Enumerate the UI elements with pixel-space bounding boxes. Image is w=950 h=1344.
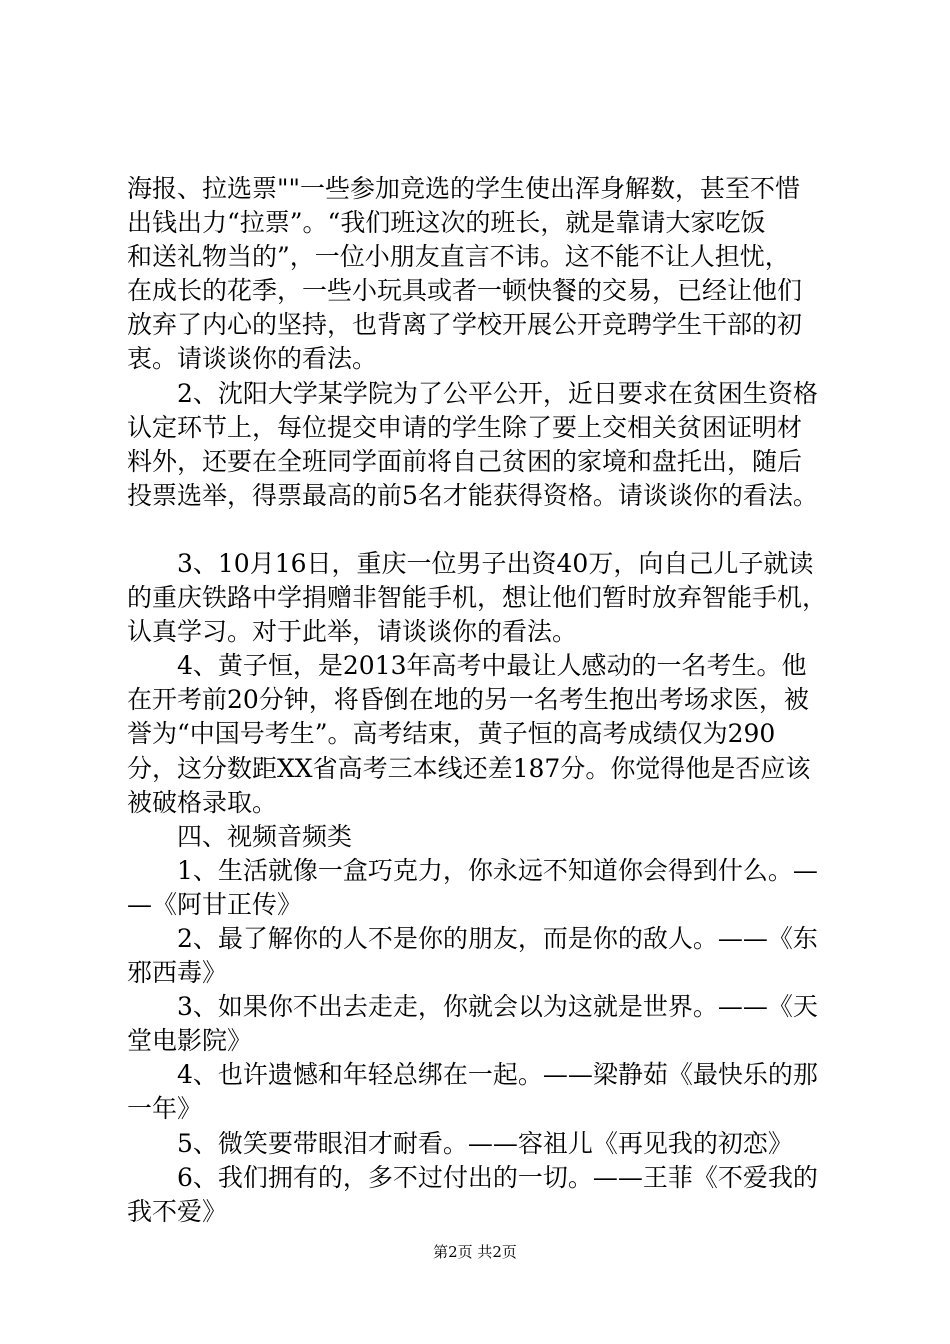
text-line: 在开考前20分钟，将昏倒在地的另一名考生抱出考场求医，被 [127,685,809,715]
text-line: 3、如果你不出去走走，你就会以为这就是世界。——《天 [127,992,818,1022]
text-line: 放弃了内心的坚持，也背离了学校开展公开竞聘学生干部的初 [127,310,803,340]
text-line: 誉为“中国号考生”。高考结束，黄子恒的高考成绩仅为290 [127,719,776,749]
text-line: 堂电影院》 [127,1026,253,1056]
text-line: 分，这分数距XX省高考三本线还差187分。你觉得他是否应该 [127,753,811,783]
text-line: 2、沈阳大学某学院为了公平公开，近日要求在贫困生资格 [127,378,818,408]
paragraph-gap [127,513,842,547]
text-line: 衷。请谈谈你的看法。 [127,344,378,374]
text-line: 我不爱》 [127,1196,228,1226]
text-line: 1、生活就像一盒巧克力，你永远不知道你会得到什么。— [127,855,818,885]
text-line: 认真学习。对于此举，请谈谈你的看法。 [127,617,578,647]
page-footer [0,1242,950,1262]
document-body [127,172,842,1229]
text-line: 在成长的花季，一些小玩具或者一顿快餐的交易，已经让他们 [127,276,803,306]
text-line: 2、最了解你的人不是你的朋友，而是你的敌人。——《东 [127,923,818,953]
text-line: 4、黄子恒，是2013年高考中最让人感动的一名考生。他 [127,651,807,681]
text-line: 认定环节上，每位提交申请的学生除了要上交相关贫困证明材 [127,412,803,442]
text-line: 3、10月16日，重庆一位男子出资40万，向自己儿子就读 [127,548,814,578]
text-line: 出钱出力“拉票”。“我们班这次的班长，就是靠请大家吃饭 [127,208,766,238]
text-line: 6、我们拥有的，多不过付出的一切。——王菲《不爱我的 [127,1162,818,1192]
text-line: 4、也许遗憾和年轻总绑在一起。——梁静茹《最快乐的那 [127,1060,818,1090]
text-line: 和送礼物当的”，一位小朋友直言不讳。这不能不让人担忧， [127,242,790,272]
text-line: 海报、拉选票""一些参加竞选的学生使出浑身解数，甚至不惜 [127,174,801,203]
text-line: 一年》 [127,1094,203,1124]
text-line: 邪西毒》 [127,958,228,988]
text-line: 5、微笑要带眼泪才耐看。——容祖儿《再见我的初恋》 [127,1128,793,1158]
text-line: 被破格录取。 [127,787,278,817]
text-line: 的重庆铁路中学捐赠非智能手机，想让他们暂时放弃智能手机， [127,583,828,613]
section-heading: 四、视频音频类 [127,821,353,851]
text-line: —《阿甘正传》 [127,889,303,919]
text-line: 料外，还要在全班同学面前将自己贫困的家境和盘托出，随后 [127,446,803,476]
text-line: 投票选举，得票最高的前5名才能获得资格。请谈谈你的看法。 [127,480,818,510]
page-number-label: 第2页 共2页 [433,1243,517,1261]
